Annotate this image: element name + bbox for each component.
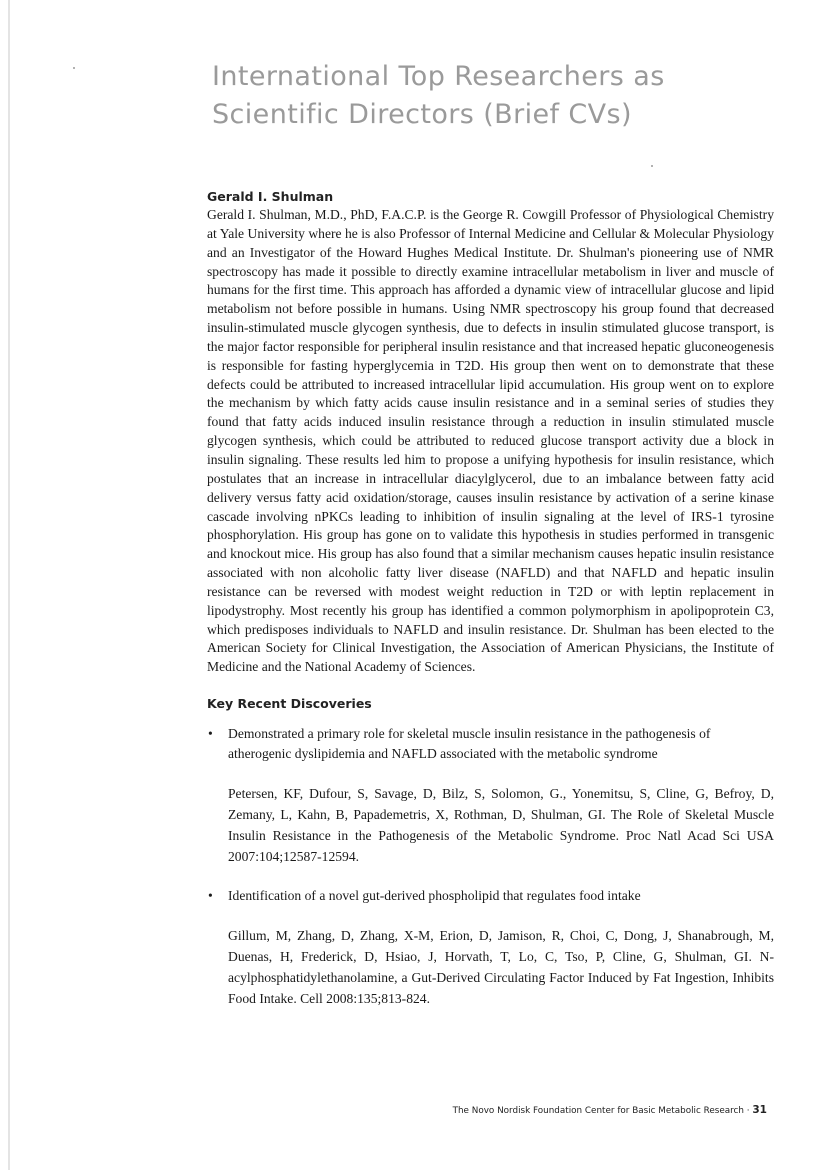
- page-title-line-1: International Top Researchers as: [212, 61, 665, 92]
- page-title-line-2: Scientific Directors (Brief CVs): [212, 99, 632, 130]
- researcher-bio: Gerald I. Shulman, M.D., PhD, F.A.C.P. is the George R. Cowgill Professor of Physiological Chemistry at Yale University where he is also Professor of Internal Medicine and Cellular & Molecular Physiology and an Investigator of the Howard Hughes Medical Institute. Dr. Shulman's pioneering use of NMR spectroscopy has made it possible to directly examine intracellular metabolism in liver and muscle of humans for the first time. This approach has afforded a dynamic view of intracellular glucose and lipid metabolism not before possible in humans. Using NMR spectroscopy his group found that decreased insulin-stimulated muscle glycogen synthesis, due to defects in insulin stimulated glucose transport, is the major factor responsible for peripheral insulin resistance and that increased hepatic gluconeogenesis is responsible for fasting hyperglycemia in T2D. His group then went on to demonstrate that these defects could be attributed to increased intracellular lipid accumulation. His group went on to explore the mechanism by which fatty acids cause insulin resistance and in a seminal series of studies they found that fatty acids induced insulin resistance through a reduction in insulin stimulated muscle glycogen synthesis, which could be attributed to reduced glucose transport activity due a block in insulin signaling. These results led him to propose a unifying hypothesis for insulin resistance, which postulates that an increase in intracellular diacylglycerol, due to an imbalance between fatty acid delivery versus fatty acid oxidation/storage, causes insulin resistance by activation of a serine kinase cascade involving nPKCs leading to inhibition of insulin signaling at the level of IRS-1 tyrosine phosphorylation. His group has gone on to validate this hypothesis in studies performed in transgenic and knockout mice. His group has also found that a similar mechanism causes hepatic insulin resistance associated with non alcoholic fatty liver disease (NAFLD) and that NAFLD and hepatic insulin resistance can be reversed with modest weight reduction in T2D or with leptin replacement in lipodystrophy. Most recently his group has identified a common polymorphism in apolipoprotein C3, which predisposes individuals to NAFLD and insulin resistance. Dr. Shulman has been elected to the American Society for Clinical Investigation, the Association of American Physicians, the Institute of Medicine and the National Academy of Sciences.: [207, 207, 774, 675]
- page-edge: [8, 0, 10, 1170]
- discovery-text: Demonstrated a primary role for skeletal muscle insulin resistance in the pathogenesis of atherogenic dyslipidemia and NAFLD associated with the metabolic syndrome: [228, 726, 711, 762]
- scan-speck: [73, 67, 75, 69]
- bullet-icon: •: [208, 888, 213, 904]
- bullet-icon: •: [208, 726, 213, 742]
- page-title: [212, 58, 812, 134]
- page-footer: [453, 1104, 767, 1116]
- researcher-name: Gerald I. Shulman: [207, 189, 334, 204]
- discovery-citation: Gillum, M, Zhang, D, Zhang, X-M, Erion, D, Jamison, R, Choi, C, Dong, J, Shanabrough, M, Duenas, H, Frederick, D, Hsiao, J, Horvath, T, Lo, C, Tso, P, Cline, G, Shulman, GI. N-acylphosphatidylethanolamine, a Gut-Derived Circulating Factor Induced by Fat Ingestion, Inhibits Food Intake. Cell 2008:135;813-824.: [228, 928, 774, 1007]
- discoveries-heading: Key Recent Discoveries: [207, 696, 372, 712]
- discovery-item: [207, 886, 774, 1009]
- discoveries-list: [207, 724, 774, 1009]
- discovery-item: [207, 724, 774, 867]
- main-content: [207, 188, 774, 1009]
- footer-text: The Novo Nordisk Foundation Center for Basic Metabolic Research: [452, 1106, 744, 1116]
- footer-separator: ·: [743, 1106, 753, 1116]
- discovery-citation: Petersen, KF, Dufour, S, Savage, D, Bilz, S, Solomon, G., Yonemitsu, S, Cline, G, Befroy, D, Zemany, L, Kahn, B, Papademetris, X, Rothman, D, Shulman, GI. The Role of Skeletal Muscle Insulin Resistance in the Pathogenesis of the Metabolic Syndrome. Proc Natl Acad Sci USA 2007:104;12587-12594.: [228, 786, 774, 865]
- page-number: 31: [752, 1104, 767, 1116]
- discovery-text: Identification of a novel gut-derived phospholipid that regulates food intake: [228, 888, 641, 904]
- scan-speck: [651, 165, 653, 167]
